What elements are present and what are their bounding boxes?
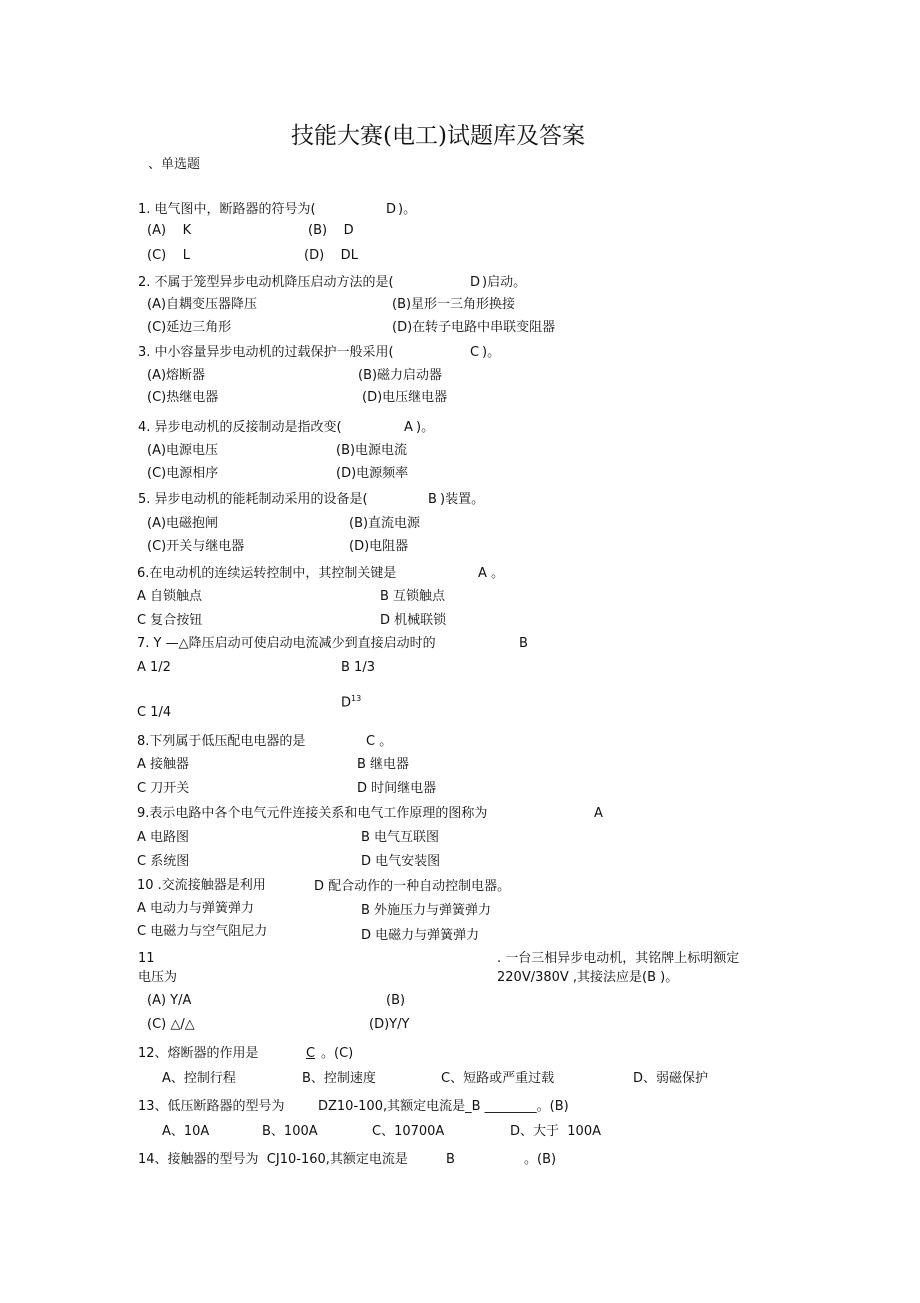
question-1-option-a: (A) K [147,223,192,238]
question-1-stem: 1. 电气图中，断路器的符号为( [138,202,316,217]
question-2-stem: 2. 不属于笼型异步电动机降压启动方法的是( [138,275,394,290]
question-12-answer: C [306,1046,316,1061]
question-7-option-a: A 1/2 [137,660,171,675]
question-13-option-a: A、10A [162,1124,210,1139]
question-13-option-b: B、100A [262,1124,318,1139]
question-14-answer: B [446,1152,455,1167]
question-5-option-c: (C)开关与继电器 [147,539,245,554]
question-6-answer: A 。 [478,566,505,581]
question-12-tail: 。(C) [321,1046,354,1061]
question-9-option-b: B 电气互联图 [361,830,440,845]
question-2-option-b: (B)星形一三角形换接 [392,297,516,312]
question-7-stem: 7. Y —△降压启动可使启动电流减少到直接启动时的 [137,636,436,651]
question-13-model: DZ10-100,其额定电流是_B ________。(B) [318,1099,569,1114]
question-5-answer: B [428,492,437,507]
section-heading: 、单选题 [148,157,201,172]
question-4-option-a: (A)电源电压 [147,443,219,458]
question-13-option-c: C、10700A [372,1124,445,1139]
question-2-option-c: (C)延边三角形 [147,320,232,335]
question-3-option-d: (D)电压继电器 [362,390,448,405]
question-11-option-b: (B) [386,993,406,1008]
question-3-option-c: (C)热继电器 [147,390,219,405]
question-4-answer: A [404,420,413,435]
question-2-option-a: (A)自耦变压器降压 [147,297,258,312]
question-1-option-b: (B) D [308,223,354,238]
question-11-option-c: (C) △/△ [147,1017,195,1032]
question-4-close: )。 [416,420,435,435]
question-12-option-b: B、控制速度 [302,1071,376,1086]
question-5-close: )装置。 [440,492,485,507]
question-13-option-d: D、大于 100A [510,1124,601,1139]
question-1-option-c: (C) L [147,248,190,263]
question-5-stem: 5. 异步电动机的能耗制动采用的设备是( [138,492,368,507]
question-5-option-b: (B)直流电源 [349,516,421,531]
question-8-option-d: D 时间继电器 [357,781,437,796]
page-title: 技能大赛(电工)试题库及答案 [291,123,585,149]
question-6-stem: 6.在电动机的连续运转控制中，其控制关键是 [137,566,397,581]
question-13-stem: 13、低压断路器的型号为 [138,1099,285,1114]
question-3-close: )。 [482,345,501,360]
question-3-option-b: (B)磁力启动器 [358,368,443,383]
question-8-option-a: A 接触器 [137,757,190,772]
question-6-option-a: A 自锁触点 [137,589,203,604]
question-5-option-a: (A)电磁抱闸 [147,516,219,531]
page-cutoff-region [0,1146,920,1168]
question-1-option-d: (D) DL [304,248,358,263]
question-2-option-d: (D)在转子电路中串联变阻器 [392,320,556,335]
question-7-option-b: B 1/3 [341,660,375,675]
question-9-option-a: A 电路图 [137,830,190,845]
question-9-option-c: C 系统图 [137,854,190,869]
question-10-option-c: C 电磁力与空气阻尼力 [137,924,268,939]
question-8-option-c: C 刀开关 [137,781,190,796]
question-11-stem-3: 220V/380V ,其接法应是(B )。 [497,970,679,985]
question-10-stem: 10 .交流接触器是利用 [137,878,266,893]
question-9-answer: A [594,806,603,821]
question-11-stem-2: 电压为 [138,970,178,985]
question-12-option-d: D、弱磁保护 [633,1071,709,1086]
question-4-option-d: (D)电源频率 [336,466,409,481]
question-10-option-d: D 电磁力与弹簧弹力 [361,928,480,943]
question-3-option-a: (A)熔断器 [147,368,206,383]
question-6-option-c: C 复合按钮 [137,613,203,628]
question-4-option-b: (B)电源电流 [336,443,408,458]
question-11-option-a: (A) Y/A [147,993,192,1008]
question-1-answer: D [386,202,397,217]
question-9-option-d: D 电气安装图 [361,854,441,869]
question-8-option-b: B 继电器 [357,757,410,772]
question-11-option-d: (D)Y/Y [369,1017,410,1032]
question-2-close: )启动。 [482,275,527,290]
question-7-option-d-superscript: 13 [351,694,362,703]
question-7-option-d: $D^{13}$ [341,694,362,711]
question-9-stem: 9.表示电路中各个电气元件连接关系和电气工作原理的图称为 [137,806,488,821]
question-11-number: 11 [138,951,155,966]
question-8-stem: 8.下列属于低压配电电器的是 [137,734,306,749]
question-14-stem: 14、接触器的型号为 CJ10-160,其额定电流是 [138,1152,408,1167]
question-4-option-c: (C)电源相序 [147,466,219,481]
question-10-option-b: B 外施压力与弹簧弹力 [361,903,492,918]
question-11-stem: . 一台三相异步电动机，其铭牌上标明额定 [497,951,740,966]
question-1-close: )。 [398,202,417,217]
question-3-answer: C [470,345,480,360]
question-4-stem: 4. 异步电动机的反接制动是指改变( [138,420,342,435]
question-12-option-c: C、短路或严重过载 [441,1071,555,1086]
question-2-answer: D [470,275,481,290]
question-14-tail: 。(B) [524,1152,557,1167]
question-12-stem: 12、熔断器的作用是 [138,1046,259,1061]
question-6-option-d: D 机械联锁 [380,613,447,628]
question-10-stem-rest: D 配合动作的一种自动控制电器。 [314,879,511,894]
question-12-option-a: A、控制行程 [162,1071,236,1086]
question-7-option-c: C 1/4 [137,705,172,720]
question-5-option-d: (D)电阻器 [349,539,409,554]
question-6-option-b: B 互锁触点 [380,589,446,604]
question-3-stem: 3. 中小容量异步电动机的过载保护一般采用( [138,345,394,360]
question-7-answer: B [519,636,528,651]
question-10-option-a: A 电动力与弹簧弹力 [137,901,255,916]
question-8-answer: C 。 [366,734,393,749]
